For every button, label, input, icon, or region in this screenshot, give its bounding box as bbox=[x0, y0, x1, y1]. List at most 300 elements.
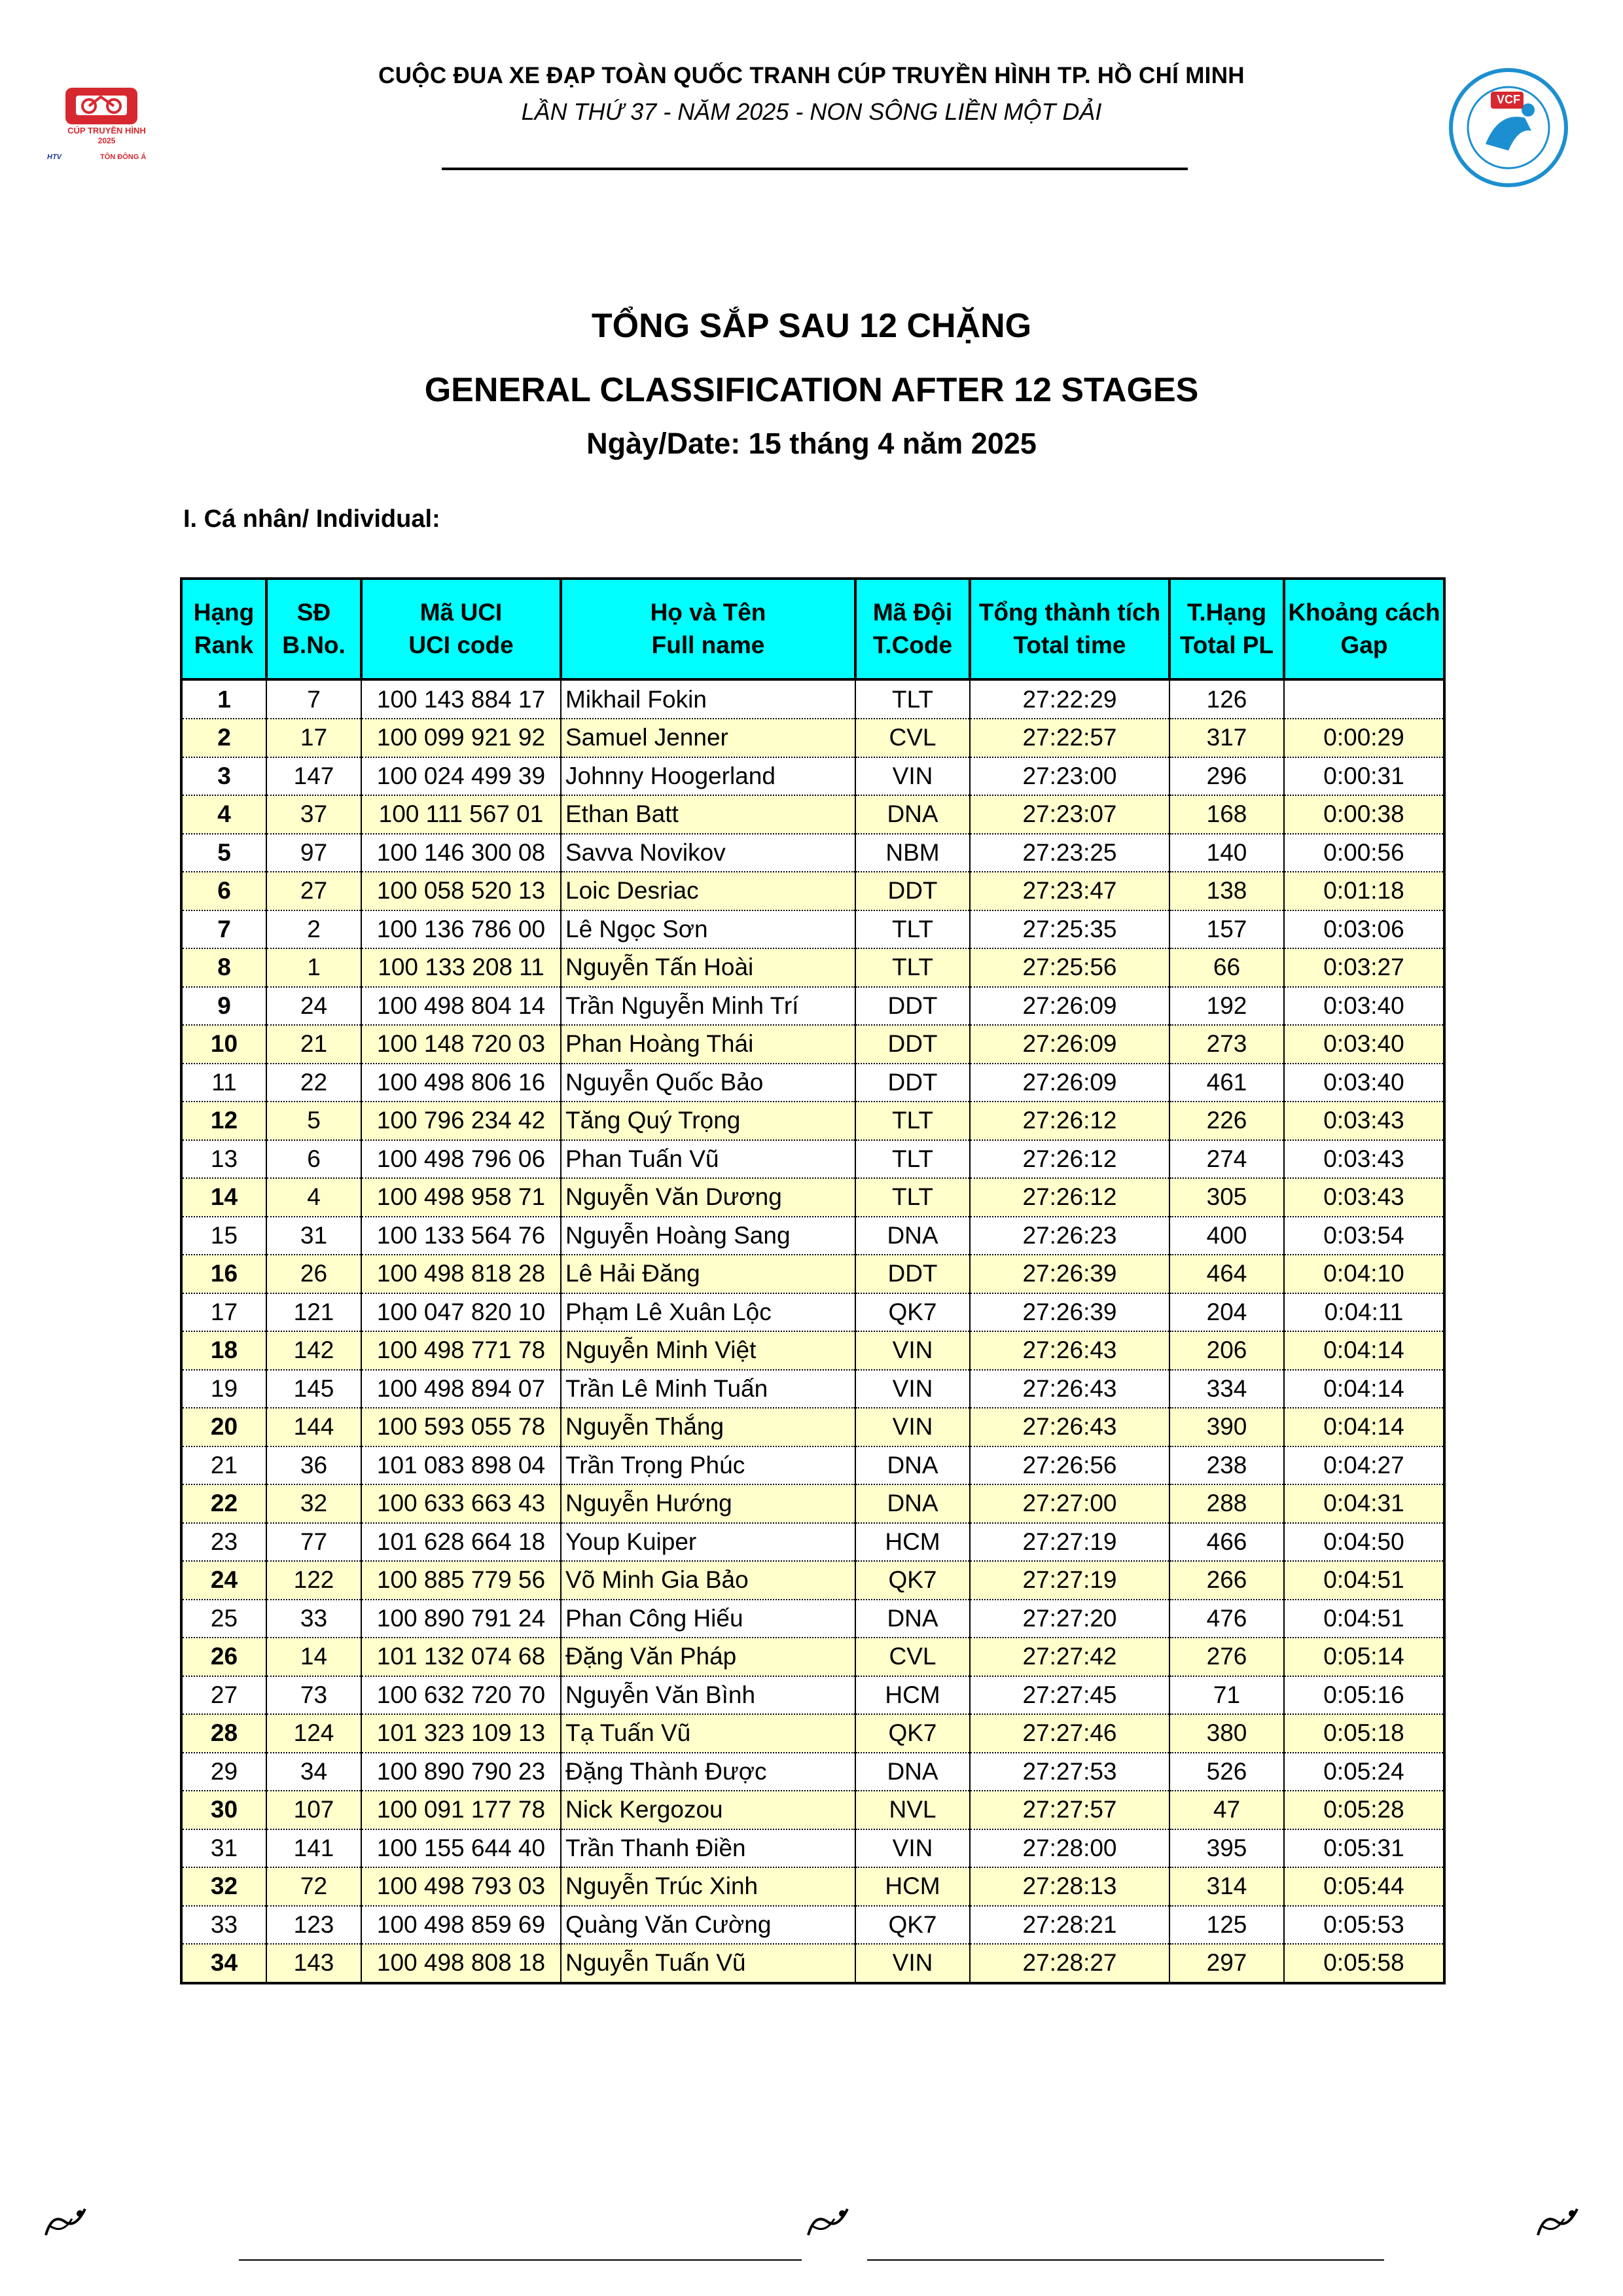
rank-cell: 17 bbox=[181, 1293, 266, 1332]
uci-code-cell: 100 632 720 70 bbox=[361, 1676, 561, 1715]
header-divider bbox=[442, 168, 1188, 170]
total-points-cell: 71 bbox=[1169, 1676, 1284, 1715]
rank-cell: 26 bbox=[181, 1638, 266, 1676]
column-header bbox=[561, 579, 855, 679]
gap-cell: 0:05:44 bbox=[1284, 1867, 1444, 1906]
total-points-cell: 526 bbox=[1169, 1753, 1284, 1791]
rider-name-cell: Trần Lê Minh Tuấn bbox=[561, 1370, 855, 1408]
total-time-cell: 27:25:35 bbox=[970, 910, 1169, 949]
table-row bbox=[181, 1331, 1444, 1370]
total-time-cell: 27:28:00 bbox=[970, 1829, 1169, 1868]
total-points-cell: 380 bbox=[1169, 1714, 1284, 1753]
rider-name-cell: Johnny Hoogerland bbox=[561, 757, 855, 796]
table-row bbox=[181, 1293, 1444, 1332]
table-row bbox=[181, 987, 1444, 1026]
total-time-cell: 27:26:43 bbox=[970, 1408, 1169, 1446]
total-points-cell: 400 bbox=[1169, 1217, 1284, 1255]
rider-name-cell: Võ Minh Gia Bảo bbox=[561, 1561, 855, 1600]
rider-name-cell: Lê Ngọc Sơn bbox=[561, 910, 855, 949]
total-points-cell: 125 bbox=[1169, 1906, 1284, 1945]
table-row bbox=[181, 1178, 1444, 1217]
table-row bbox=[181, 872, 1444, 910]
classification-table bbox=[180, 577, 1446, 1984]
rider-name-cell: Nguyễn Hoàng Sang bbox=[561, 1217, 855, 1255]
total-points-cell: 395 bbox=[1169, 1829, 1284, 1868]
total-time-cell: 27:26:09 bbox=[970, 987, 1169, 1026]
total-time-cell: 27:26:12 bbox=[970, 1102, 1169, 1140]
total-time-cell: 27:28:13 bbox=[970, 1867, 1169, 1906]
rider-name-cell: Savva Novikov bbox=[561, 834, 855, 872]
bib-cell: 26 bbox=[266, 1255, 361, 1293]
table-row bbox=[181, 1561, 1444, 1600]
total-time-cell: 27:26:56 bbox=[970, 1446, 1169, 1485]
total-time-cell: 27:27:19 bbox=[970, 1561, 1169, 1600]
column-header-vn: Mã UCI bbox=[419, 599, 503, 626]
table-row bbox=[181, 1140, 1444, 1179]
total-time-cell: 27:28:21 bbox=[970, 1906, 1169, 1945]
table-row bbox=[181, 1064, 1444, 1102]
table-row bbox=[181, 1217, 1444, 1255]
bib-cell: 24 bbox=[266, 987, 361, 1026]
rank-cell: 5 bbox=[181, 834, 266, 872]
team-code-cell: DNA bbox=[855, 1753, 970, 1791]
total-points-cell: 192 bbox=[1169, 987, 1284, 1026]
gap-cell bbox=[1284, 679, 1444, 719]
total-time-cell: 27:27:45 bbox=[970, 1676, 1169, 1715]
table-row bbox=[181, 1829, 1444, 1868]
gap-cell: 0:04:27 bbox=[1284, 1446, 1444, 1485]
gap-cell: 0:05:18 bbox=[1284, 1714, 1444, 1753]
rank-cell: 11 bbox=[181, 1064, 266, 1102]
cyclist-swirl-icon bbox=[39, 2199, 92, 2245]
team-code-cell: TLT bbox=[855, 910, 970, 949]
event-subtitle: LẦN THỨ 37 - NĂM 2025 - NON SÔNG LIỀN MỘT DẢI bbox=[521, 98, 1102, 125]
uci-code-cell: 100 498 894 07 bbox=[361, 1370, 561, 1408]
table-row bbox=[181, 1638, 1444, 1676]
total-time-cell: 27:23:47 bbox=[970, 872, 1169, 910]
team-code-cell: HCM bbox=[855, 1523, 970, 1562]
total-points-cell: 466 bbox=[1169, 1523, 1284, 1562]
team-code-cell: TLT bbox=[855, 1102, 970, 1140]
team-code-cell: DNA bbox=[855, 1446, 970, 1485]
rider-name-cell: Nguyễn Văn Dương bbox=[561, 1178, 855, 1217]
uci-code-cell: 100 024 499 39 bbox=[361, 757, 561, 796]
rider-name-cell: Nguyễn Minh Việt bbox=[561, 1331, 855, 1370]
column-header bbox=[266, 579, 361, 679]
total-points-cell: 66 bbox=[1169, 948, 1284, 987]
team-code-cell: DNA bbox=[855, 1217, 970, 1255]
table-row bbox=[181, 1944, 1444, 1983]
uci-code-cell: 100 058 520 13 bbox=[361, 872, 561, 910]
team-code-cell: VIN bbox=[855, 1408, 970, 1446]
uci-code-cell: 101 132 074 68 bbox=[361, 1638, 561, 1676]
gap-cell: 0:05:53 bbox=[1284, 1906, 1444, 1945]
total-time-cell: 27:26:43 bbox=[970, 1370, 1169, 1408]
table-row bbox=[181, 1370, 1444, 1408]
bib-cell: 32 bbox=[266, 1484, 361, 1523]
uci-code-cell: 100 498 771 78 bbox=[361, 1331, 561, 1370]
rank-cell: 6 bbox=[181, 872, 266, 910]
uci-code-cell: 100 498 818 28 bbox=[361, 1255, 561, 1293]
rider-name-cell: Loic Desriac bbox=[561, 872, 855, 910]
rank-cell: 13 bbox=[181, 1140, 266, 1179]
title-en: GENERAL CLASSIFICATION AFTER 12 STAGES bbox=[424, 371, 1199, 409]
bib-cell: 36 bbox=[266, 1446, 361, 1485]
gap-cell: 0:04:14 bbox=[1284, 1408, 1444, 1446]
table-row bbox=[181, 1446, 1444, 1485]
gap-cell: 0:03:43 bbox=[1284, 1140, 1444, 1179]
column-header-vn: T.Hạng bbox=[1186, 599, 1267, 626]
rank-cell: 2 bbox=[181, 719, 266, 757]
rank-cell: 21 bbox=[181, 1446, 266, 1485]
rider-name-cell: Trần Nguyễn Minh Trí bbox=[561, 987, 855, 1026]
uci-code-cell: 100 498 804 14 bbox=[361, 987, 561, 1026]
bib-cell: 27 bbox=[266, 872, 361, 910]
rider-name-cell: Nguyễn Tuấn Vũ bbox=[561, 1944, 855, 1983]
total-time-cell: 27:27:19 bbox=[970, 1523, 1169, 1562]
team-code-cell: CVL bbox=[855, 719, 970, 757]
uci-code-cell: 100 133 208 11 bbox=[361, 948, 561, 987]
gap-cell: 0:01:18 bbox=[1284, 872, 1444, 910]
total-points-cell: 273 bbox=[1169, 1025, 1284, 1064]
team-code-cell: HCM bbox=[855, 1867, 970, 1906]
rank-cell: 9 bbox=[181, 987, 266, 1026]
team-code-cell: DDT bbox=[855, 987, 970, 1026]
bib-cell: 121 bbox=[266, 1293, 361, 1332]
rank-cell: 27 bbox=[181, 1676, 266, 1715]
rider-name-cell: Phạm Lê Xuân Lộc bbox=[561, 1293, 855, 1332]
bib-cell: 2 bbox=[266, 910, 361, 949]
total-points-cell: 126 bbox=[1169, 679, 1284, 719]
total-time-cell: 27:22:57 bbox=[970, 719, 1169, 757]
total-points-cell: 296 bbox=[1169, 757, 1284, 796]
team-code-cell: DNA bbox=[855, 795, 970, 834]
team-code-cell: TLT bbox=[855, 1178, 970, 1217]
uci-code-cell: 100 633 663 43 bbox=[361, 1484, 561, 1523]
table-row bbox=[181, 834, 1444, 872]
uci-code-cell: 100 148 720 03 bbox=[361, 1025, 561, 1064]
gap-cell: 0:03:43 bbox=[1284, 1178, 1444, 1217]
total-points-cell: 204 bbox=[1169, 1293, 1284, 1332]
team-code-cell: VIN bbox=[855, 1829, 970, 1868]
rank-cell: 28 bbox=[181, 1714, 266, 1753]
rider-name-cell: Tăng Quý Trọng bbox=[561, 1102, 855, 1140]
bib-cell: 97 bbox=[266, 834, 361, 872]
total-points-cell: 476 bbox=[1169, 1600, 1284, 1638]
rider-name-cell: Nick Kergozou bbox=[561, 1791, 855, 1829]
rank-cell: 30 bbox=[181, 1791, 266, 1829]
bib-cell: 17 bbox=[266, 719, 361, 757]
uci-code-cell: 100 890 790 23 bbox=[361, 1753, 561, 1791]
column-header-vn: Tổng thành tích bbox=[978, 599, 1161, 626]
team-code-cell: VIN bbox=[855, 757, 970, 796]
rank-cell: 1 bbox=[181, 679, 266, 719]
rank-cell: 22 bbox=[181, 1484, 266, 1523]
rider-name-cell: Đặng Văn Pháp bbox=[561, 1638, 855, 1676]
uci-code-cell: 100 498 808 18 bbox=[361, 1944, 561, 1983]
rider-name-cell: Nguyễn Văn Bình bbox=[561, 1676, 855, 1715]
total-points-cell: 276 bbox=[1169, 1638, 1284, 1676]
rider-name-cell: Phan Tuấn Vũ bbox=[561, 1140, 855, 1179]
bib-cell: 143 bbox=[266, 1944, 361, 1983]
cup-logo bbox=[38, 77, 182, 175]
gap-cell: 0:05:24 bbox=[1284, 1753, 1444, 1791]
table-row bbox=[181, 910, 1444, 949]
gap-cell: 0:00:29 bbox=[1284, 719, 1444, 757]
total-points-cell: 464 bbox=[1169, 1255, 1284, 1293]
total-points-cell: 461 bbox=[1169, 1064, 1284, 1102]
bib-cell: 73 bbox=[266, 1676, 361, 1715]
total-points-cell: 140 bbox=[1169, 834, 1284, 872]
gap-cell: 0:03:40 bbox=[1284, 1025, 1444, 1064]
gap-cell: 0:03:43 bbox=[1284, 1102, 1444, 1140]
column-header-en: UCI code bbox=[408, 632, 514, 658]
vcf-logo-icon bbox=[1446, 65, 1571, 190]
gap-cell: 0:03:27 bbox=[1284, 948, 1444, 987]
rider-name-cell: Ethan Batt bbox=[561, 795, 855, 834]
uci-code-cell: 101 323 109 13 bbox=[361, 1714, 561, 1753]
rank-cell: 32 bbox=[181, 1867, 266, 1906]
column-header-en: Total time bbox=[1013, 632, 1126, 658]
rank-cell: 16 bbox=[181, 1255, 266, 1293]
gap-cell: 0:03:40 bbox=[1284, 987, 1444, 1026]
column-header bbox=[1284, 579, 1444, 679]
total-time-cell: 27:27:42 bbox=[970, 1638, 1169, 1676]
gap-cell: 0:05:58 bbox=[1284, 1944, 1444, 1983]
table-row bbox=[181, 1600, 1444, 1638]
team-code-cell: QK7 bbox=[855, 1906, 970, 1945]
rank-cell: 4 bbox=[181, 795, 266, 834]
team-code-cell: DDT bbox=[855, 1255, 970, 1293]
logo-caption: CÚP TRUYỀN HÌNH bbox=[67, 126, 146, 135]
uci-code-cell: 101 083 898 04 bbox=[361, 1446, 561, 1485]
uci-code-cell: 100 091 177 78 bbox=[361, 1791, 561, 1829]
gap-cell: 0:04:51 bbox=[1284, 1600, 1444, 1638]
column-header bbox=[361, 579, 561, 679]
bib-cell: 122 bbox=[266, 1561, 361, 1600]
table-row bbox=[181, 1523, 1444, 1562]
uci-code-cell: 100 498 793 03 bbox=[361, 1867, 561, 1906]
table-row bbox=[181, 1484, 1444, 1523]
uci-code-cell: 100 498 806 16 bbox=[361, 1064, 561, 1102]
total-points-cell: 138 bbox=[1169, 872, 1284, 910]
gap-cell: 0:05:14 bbox=[1284, 1638, 1444, 1676]
rank-cell: 20 bbox=[181, 1408, 266, 1446]
table-row bbox=[181, 719, 1444, 757]
table-row bbox=[181, 1255, 1444, 1293]
report-date: Ngày/Date: 15 tháng 4 năm 2025 bbox=[586, 427, 1037, 460]
total-points-cell: 334 bbox=[1169, 1370, 1284, 1408]
rank-cell: 12 bbox=[181, 1102, 266, 1140]
total-time-cell: 27:27:00 bbox=[970, 1484, 1169, 1523]
gap-cell: 0:04:11 bbox=[1284, 1293, 1444, 1332]
column-header bbox=[855, 579, 970, 679]
bib-cell: 5 bbox=[266, 1102, 361, 1140]
uci-code-cell: 100 146 300 08 bbox=[361, 834, 561, 872]
total-points-cell: 157 bbox=[1169, 910, 1284, 949]
bib-cell: 144 bbox=[266, 1408, 361, 1446]
bib-cell: 124 bbox=[266, 1714, 361, 1753]
column-header-vn: Hạng bbox=[193, 599, 255, 626]
uci-code-cell: 100 885 779 56 bbox=[361, 1561, 561, 1600]
column-header-en: Rank bbox=[194, 632, 254, 658]
team-code-cell: VIN bbox=[855, 1370, 970, 1408]
gap-cell: 0:03:40 bbox=[1284, 1064, 1444, 1102]
column-header-en: B.No. bbox=[282, 632, 346, 658]
footer-line-left bbox=[239, 2259, 802, 2261]
team-code-cell: DNA bbox=[855, 1600, 970, 1638]
uci-code-cell: 100 890 791 24 bbox=[361, 1600, 561, 1638]
column-header-en: Gap bbox=[1340, 632, 1388, 658]
team-code-cell: CVL bbox=[855, 1638, 970, 1676]
sponsor-logo: TÔN ĐÔNG Á bbox=[100, 153, 147, 161]
table-row bbox=[181, 948, 1444, 987]
team-code-cell: TLT bbox=[855, 1140, 970, 1179]
total-points-cell: 238 bbox=[1169, 1446, 1284, 1485]
rank-cell: 19 bbox=[181, 1370, 266, 1408]
footer-line-right bbox=[867, 2259, 1384, 2261]
bib-cell: 21 bbox=[266, 1025, 361, 1064]
table-row bbox=[181, 1025, 1444, 1064]
bib-cell: 6 bbox=[266, 1140, 361, 1179]
gap-cell: 0:03:54 bbox=[1284, 1217, 1444, 1255]
table-row bbox=[181, 1408, 1444, 1446]
bib-cell: 107 bbox=[266, 1791, 361, 1829]
rank-cell: 14 bbox=[181, 1178, 266, 1217]
bib-cell: 1 bbox=[266, 948, 361, 987]
gap-cell: 0:00:38 bbox=[1284, 795, 1444, 834]
total-time-cell: 27:26:09 bbox=[970, 1025, 1169, 1064]
total-time-cell: 27:23:00 bbox=[970, 757, 1169, 796]
bib-cell: 142 bbox=[266, 1331, 361, 1370]
gap-cell: 0:04:14 bbox=[1284, 1331, 1444, 1370]
uci-code-cell: 100 111 567 01 bbox=[361, 795, 561, 834]
table-row bbox=[181, 679, 1444, 719]
rank-cell: 29 bbox=[181, 1753, 266, 1791]
bib-cell: 145 bbox=[266, 1370, 361, 1408]
uci-code-cell: 100 143 884 17 bbox=[361, 679, 561, 719]
rider-name-cell: Mikhail Fokin bbox=[561, 679, 855, 719]
gap-cell: 0:00:31 bbox=[1284, 757, 1444, 796]
gap-cell: 0:04:51 bbox=[1284, 1561, 1444, 1600]
column-header bbox=[1169, 579, 1284, 679]
gap-cell: 0:04:14 bbox=[1284, 1370, 1444, 1408]
rider-name-cell: Nguyễn Quốc Bảo bbox=[561, 1064, 855, 1102]
title-vn: TỔNG SẮP SAU 12 CHẶNG bbox=[591, 307, 1032, 345]
uci-code-cell: 100 155 644 40 bbox=[361, 1829, 561, 1868]
rider-name-cell: Tạ Tuấn Vũ bbox=[561, 1714, 855, 1753]
uci-code-cell: 100 498 796 06 bbox=[361, 1140, 561, 1179]
table-row bbox=[181, 1714, 1444, 1753]
rank-cell: 23 bbox=[181, 1523, 266, 1562]
team-code-cell: QK7 bbox=[855, 1293, 970, 1332]
rank-cell: 8 bbox=[181, 948, 266, 987]
bib-cell: 14 bbox=[266, 1638, 361, 1676]
team-code-cell: HCM bbox=[855, 1676, 970, 1715]
team-code-cell: NVL bbox=[855, 1791, 970, 1829]
uci-code-cell: 100 498 859 69 bbox=[361, 1906, 561, 1945]
team-code-cell: DDT bbox=[855, 1025, 970, 1064]
gap-cell: 0:05:28 bbox=[1284, 1791, 1444, 1829]
rank-cell: 34 bbox=[181, 1944, 266, 1983]
team-code-cell: QK7 bbox=[855, 1714, 970, 1753]
total-time-cell: 27:27:46 bbox=[970, 1714, 1169, 1753]
team-code-cell: TLT bbox=[855, 948, 970, 987]
column-header-vn: SĐ bbox=[296, 599, 331, 626]
total-time-cell: 27:26:12 bbox=[970, 1178, 1169, 1217]
gap-cell: 0:05:31 bbox=[1284, 1829, 1444, 1868]
rider-name-cell: Nguyễn Hướng bbox=[561, 1484, 855, 1523]
rider-name-cell: Youp Kuiper bbox=[561, 1523, 855, 1562]
logo-year: 2025 bbox=[98, 136, 116, 145]
rank-cell: 33 bbox=[181, 1906, 266, 1945]
column-header bbox=[181, 579, 266, 679]
column-header-en: Full name bbox=[651, 632, 765, 658]
rank-cell: 7 bbox=[181, 910, 266, 949]
bib-cell: 77 bbox=[266, 1523, 361, 1562]
rider-name-cell: Trần Thanh Điền bbox=[561, 1829, 855, 1868]
rank-cell: 25 bbox=[181, 1600, 266, 1638]
column-header-vn: Mã Đội bbox=[872, 599, 953, 626]
team-code-cell: DDT bbox=[855, 1064, 970, 1102]
total-time-cell: 27:28:27 bbox=[970, 1944, 1169, 1983]
cyclist-swirl-icon bbox=[802, 2199, 854, 2245]
table-row bbox=[181, 757, 1444, 796]
team-code-cell: QK7 bbox=[855, 1561, 970, 1600]
table-row bbox=[181, 1102, 1444, 1140]
gap-cell: 0:03:06 bbox=[1284, 910, 1444, 949]
team-code-cell: DNA bbox=[855, 1484, 970, 1523]
rider-name-cell: Lê Hải Đăng bbox=[561, 1255, 855, 1293]
total-points-cell: 47 bbox=[1169, 1791, 1284, 1829]
team-code-cell: VIN bbox=[855, 1944, 970, 1983]
tv-logo: HTV bbox=[47, 153, 62, 161]
team-code-cell: VIN bbox=[855, 1331, 970, 1370]
total-time-cell: 27:23:25 bbox=[970, 834, 1169, 872]
event-title: CUỘC ĐUA XE ĐẠP TOÀN QUỐC TRANH CÚP TRUYỀN HÌNH TP. HỒ CHÍ MINH bbox=[378, 63, 1245, 88]
bib-cell: 31 bbox=[266, 1217, 361, 1255]
bib-cell: 72 bbox=[266, 1867, 361, 1906]
bib-cell: 141 bbox=[266, 1829, 361, 1868]
rank-cell: 18 bbox=[181, 1331, 266, 1370]
table-body bbox=[181, 679, 1444, 1983]
team-code-cell: TLT bbox=[855, 679, 970, 719]
total-time-cell: 27:26:39 bbox=[970, 1255, 1169, 1293]
uci-code-cell: 100 498 958 71 bbox=[361, 1178, 561, 1217]
total-points-cell: 206 bbox=[1169, 1331, 1284, 1370]
section-heading: I. Cá nhân/ Individual: bbox=[183, 505, 440, 533]
column-header-en: T.Code bbox=[872, 632, 953, 658]
table-header-row bbox=[181, 579, 1444, 679]
cyclist-swirl-icon bbox=[1531, 2199, 1584, 2245]
table-row bbox=[181, 795, 1444, 834]
column-header-vn: Khoảng cách bbox=[1288, 599, 1440, 626]
table-row bbox=[181, 1791, 1444, 1829]
gap-cell: 0:04:31 bbox=[1284, 1484, 1444, 1523]
total-time-cell: 27:25:56 bbox=[970, 948, 1169, 987]
vcf-logo bbox=[1446, 65, 1571, 190]
rider-name-cell: Samuel Jenner bbox=[561, 719, 855, 757]
total-time-cell: 27:26:43 bbox=[970, 1331, 1169, 1370]
bib-cell: 123 bbox=[266, 1906, 361, 1945]
vcf-text: VCF bbox=[1497, 93, 1520, 106]
total-points-cell: 288 bbox=[1169, 1484, 1284, 1523]
bib-cell: 34 bbox=[266, 1753, 361, 1791]
total-points-cell: 314 bbox=[1169, 1867, 1284, 1906]
rider-name-cell: Quàng Văn Cường bbox=[561, 1906, 855, 1945]
total-points-cell: 305 bbox=[1169, 1178, 1284, 1217]
table-row bbox=[181, 1753, 1444, 1791]
